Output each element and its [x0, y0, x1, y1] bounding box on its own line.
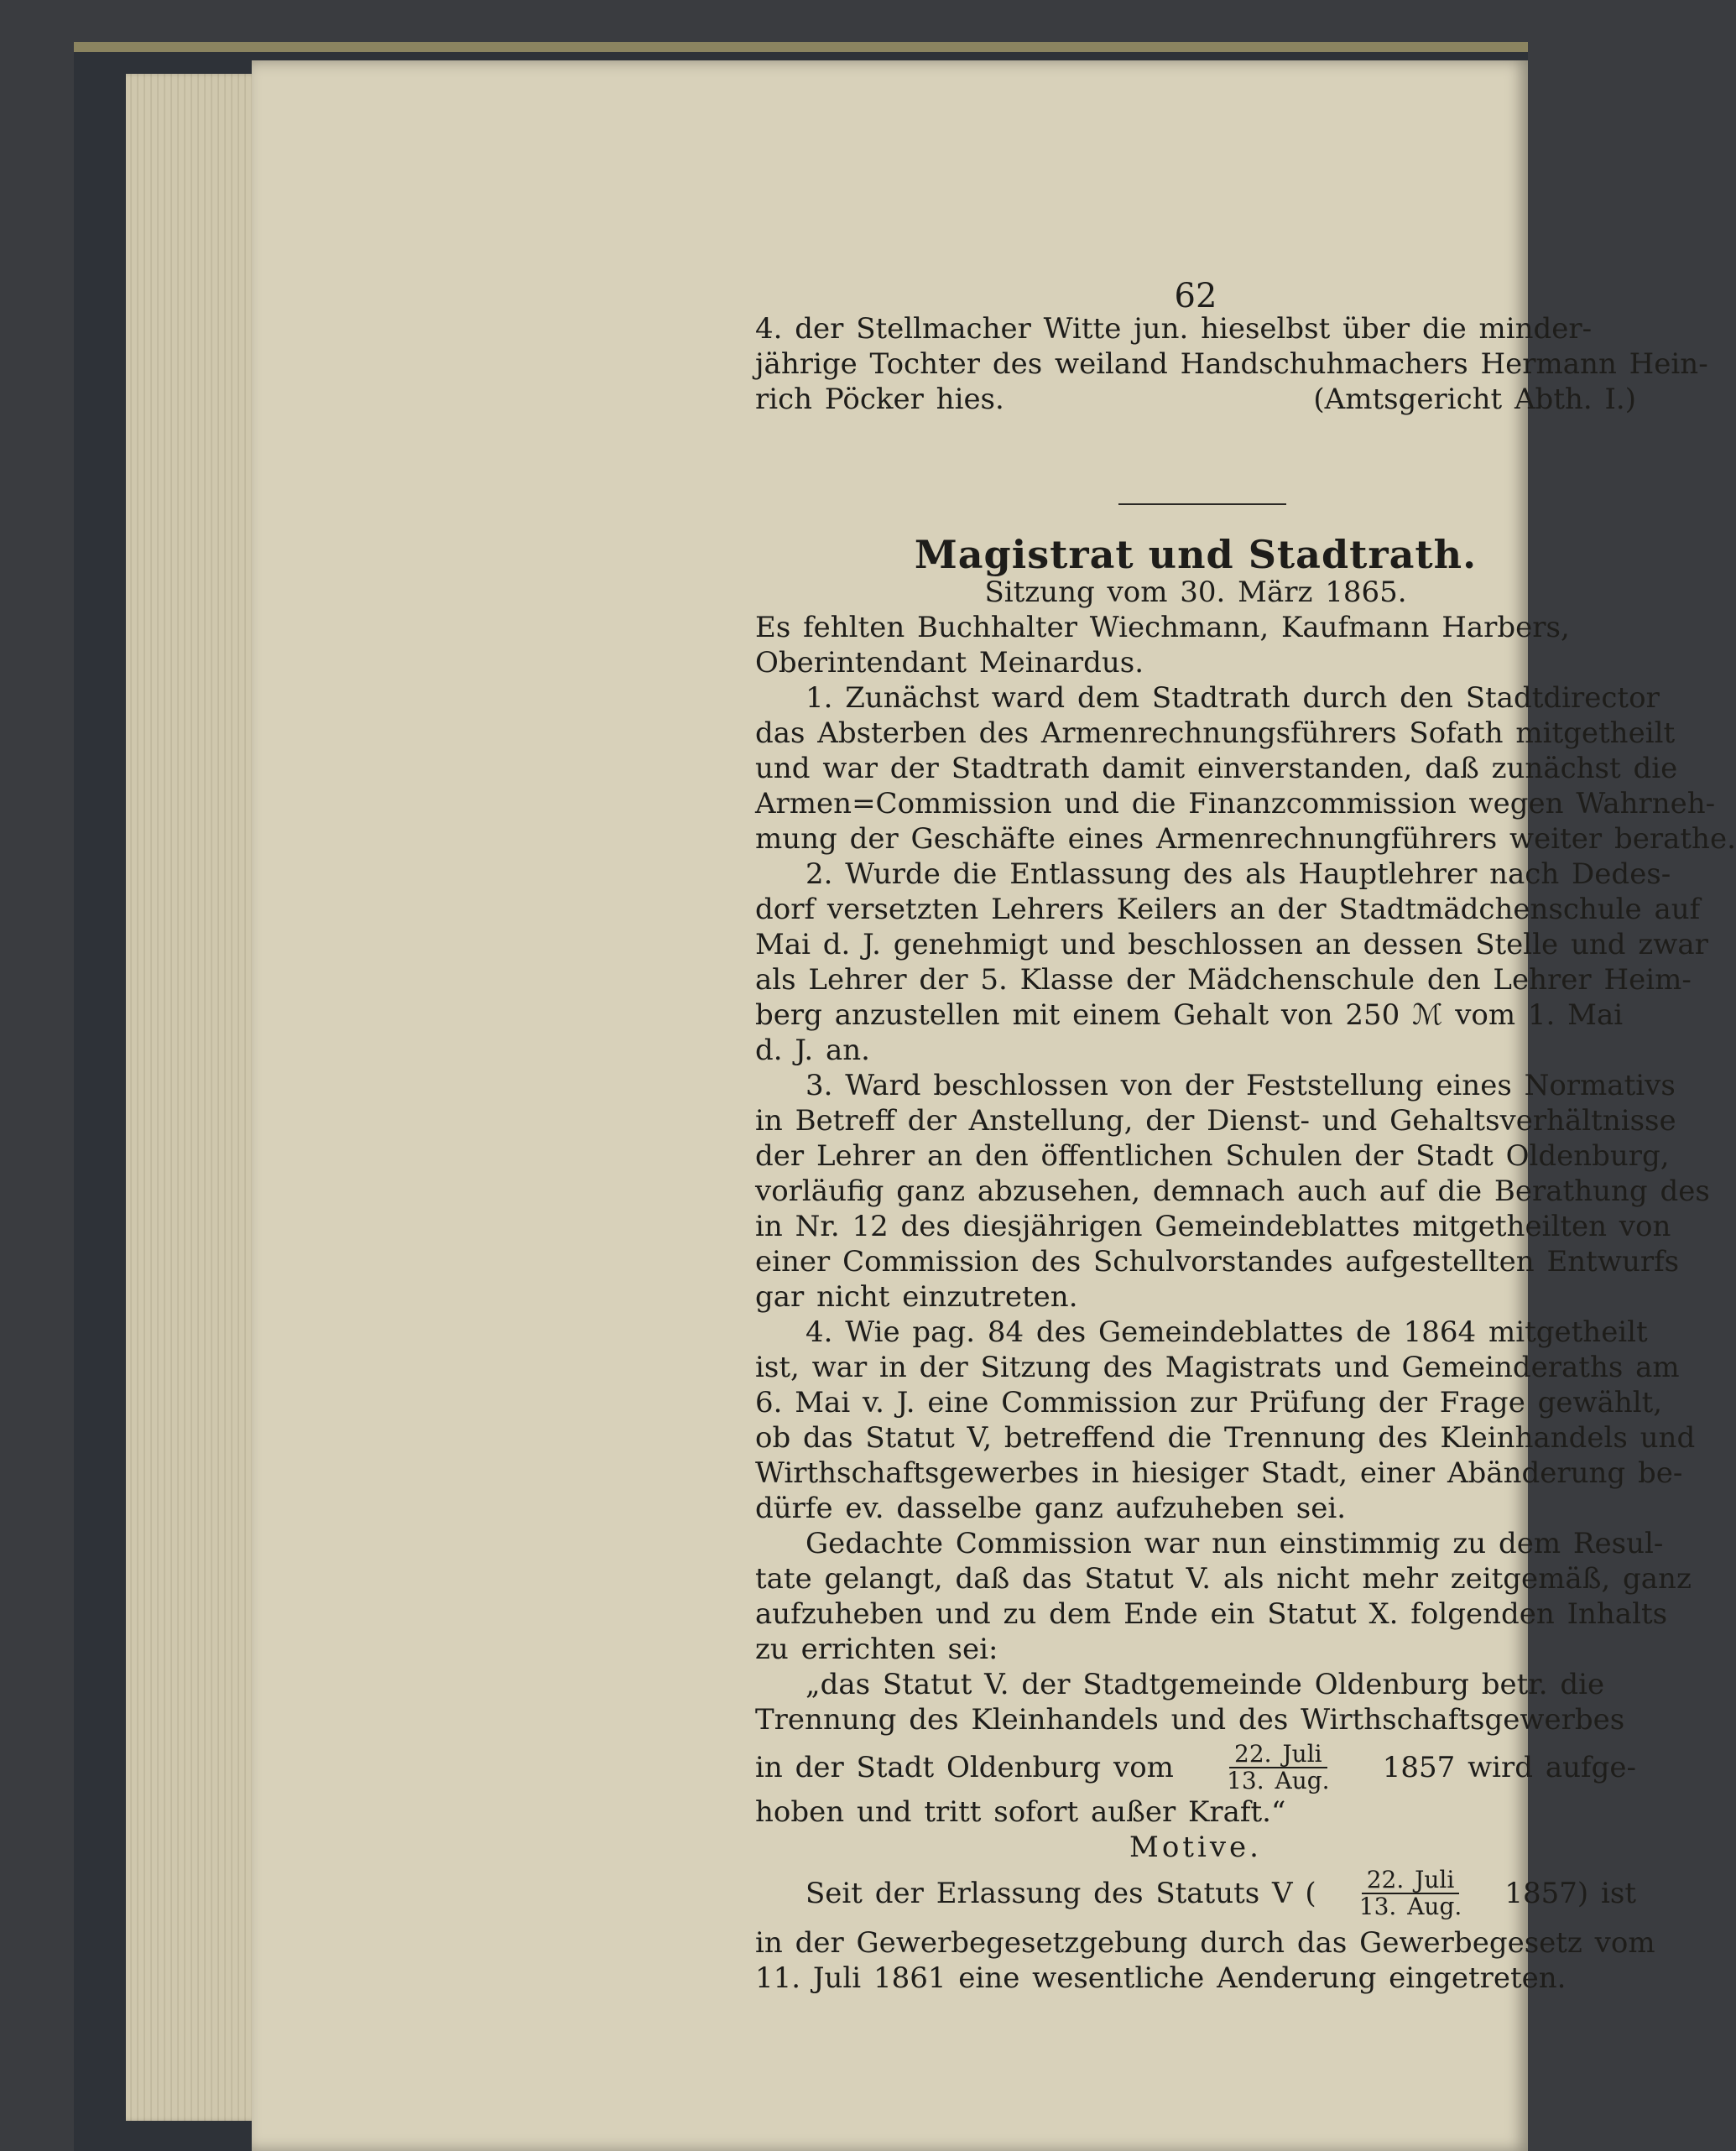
- body-line: 6. Mai v. J. eine Commission zur Prüfung der Frage gewählt,: [755, 1386, 1663, 1419]
- body-line: dürfe ev. dasselbe ganz aufzuheben sei.: [755, 1492, 1347, 1525]
- book-cover-edge: [74, 42, 1528, 52]
- book-page: [252, 60, 1736, 2151]
- fraction-line-before: Seit der Erlassung des Statuts V (: [805, 1877, 1316, 1910]
- fraction-line-before: in der Stadt Oldenburg vom: [755, 1751, 1174, 1784]
- body-line: Mai d. J. genehmigt und beschlossen an dessen Stelle und zwar: [755, 928, 1708, 961]
- body-line: dorf versetzten Lehrers Keilers an der Stadtmädchenschule auf: [755, 893, 1701, 926]
- body-line: ob das Statut V, betreffend die Trennung des Kleinhandels und: [755, 1421, 1696, 1455]
- fraction-line: [755, 1862, 1636, 1924]
- body-line: d. J. an.: [755, 1034, 870, 1067]
- body-line: Wirthschaftsgewerbes in hiesiger Stadt, einer Abänderung be-: [755, 1456, 1683, 1490]
- body-line: Gedachte Commission war nun einstimmig zu dem Resul-: [805, 1527, 1664, 1560]
- section-heading: Magistrat und Stadtrath.: [914, 532, 1478, 577]
- fraction-numerator: 22. Juli: [1362, 1867, 1460, 1894]
- body-line: Es fehlten Buchhalter Wiechmann, Kaufmann Harbers,: [755, 611, 1570, 644]
- body-line: 4. Wie pag. 84 des Gemeindeblattes de 1864 mitgetheilt: [805, 1315, 1648, 1349]
- body-line: und war der Stadtrath damit einverstanden, daß zunächst die: [755, 752, 1678, 785]
- body-line: das Absterben des Armenrechnungsführers Sofath mitgetheilt: [755, 716, 1676, 750]
- body-line: einer Commission des Schulvorstandes aufgestellten Entwurfs: [755, 1245, 1680, 1279]
- body-line: ist, war in der Sitzung des Magistrats und Gemeinderaths am: [755, 1351, 1680, 1384]
- body-line: aufzuheben und zu dem Ende ein Statut X. folgenden Inhalts: [755, 1597, 1668, 1631]
- body-line: als Lehrer der 5. Klasse der Mädchenschule den Lehrer Heim-: [755, 963, 1692, 997]
- page-number: 62: [1174, 277, 1217, 315]
- body-line: gar nicht einzutreten.: [755, 1280, 1078, 1314]
- body-line: in Nr. 12 des diesjährigen Gemeindeblattes mitgetheilten von: [755, 1210, 1671, 1243]
- fraction-denominator: 13. Aug.: [1358, 1893, 1462, 1920]
- body-line: Armen=Commission und die Finanzcommission wegen Wahrneh-: [755, 787, 1716, 820]
- quote-line: Trennung des Kleinhandels und des Wirthschaftsgewerbes: [755, 1703, 1625, 1737]
- body-line: vorläufig ganz abzusehen, demnach auch auf die Berathung des: [755, 1174, 1710, 1208]
- body-line: zu errichten sei:: [755, 1633, 998, 1666]
- body-line: mung der Geschäfte eines Armenrechnungführers weiter berathe.: [755, 822, 1736, 856]
- intro-line: [755, 383, 1636, 416]
- intro-line-left: rich Pöcker hies.: [755, 383, 1004, 416]
- body-line: 2. Wurde die Entlassung des als Hauptlehrer nach Dedes-: [805, 857, 1671, 891]
- body-line: in Betreff der Anstellung, der Dienst- und Gehaltsverhältnisse: [755, 1104, 1676, 1138]
- fraction-line: [755, 1738, 1636, 1797]
- body-line: 1. Zunächst ward dem Stadtrath durch den Stadtdirector: [805, 681, 1660, 715]
- fraction-line-after: 1857 wird aufge-: [1382, 1751, 1636, 1784]
- session-date: Sitzung vom 30. März 1865.: [984, 576, 1407, 609]
- section-divider: [1118, 503, 1286, 505]
- motive-heading: Motive.: [1129, 1831, 1262, 1864]
- fraction-numerator: 22. Juli: [1229, 1742, 1327, 1768]
- intro-line: 4. der Stellmacher Witte jun. hieselbst über die minder-: [755, 312, 1593, 346]
- quote-line: hoben und tritt sofort außer Kraft.“: [755, 1795, 1286, 1829]
- body-line: 3. Ward beschlossen von der Feststellung eines Normativs: [805, 1069, 1676, 1102]
- date-fraction: [1222, 1742, 1335, 1794]
- body-line: berg anzustellen mit einem Gehalt von 250 ℳ vom 1. Mai: [755, 998, 1624, 1032]
- body-line: 11. Juli 1861 eine wesentliche Aenderung eingetreten.: [755, 1961, 1567, 1995]
- fraction-denominator: 13. Aug.: [1227, 1767, 1330, 1794]
- intro-line: jährige Tochter des weiland Handschuhmachers Hermann Hein-: [755, 347, 1708, 381]
- quote-line: „das Statut V. der Stadtgemeinde Oldenburg betr. die: [805, 1668, 1605, 1701]
- intro-line-right: (Amtsgericht Abth. I.): [1313, 383, 1636, 416]
- date-fraction: [1354, 1867, 1468, 1919]
- page-edges: [126, 74, 260, 2121]
- fraction-line-after: 1857) ist: [1504, 1877, 1636, 1910]
- body-line: Oberintendant Meinardus.: [755, 646, 1144, 680]
- body-line: in der Gewerbegesetzgebung durch das Gewerbegesetz vom: [755, 1926, 1655, 1960]
- body-line: tate gelangt, daß das Statut V. als nicht mehr zeitgemäß, ganz: [755, 1562, 1692, 1596]
- body-line: der Lehrer an den öffentlichen Schulen der Stadt Oldenburg,: [755, 1139, 1670, 1173]
